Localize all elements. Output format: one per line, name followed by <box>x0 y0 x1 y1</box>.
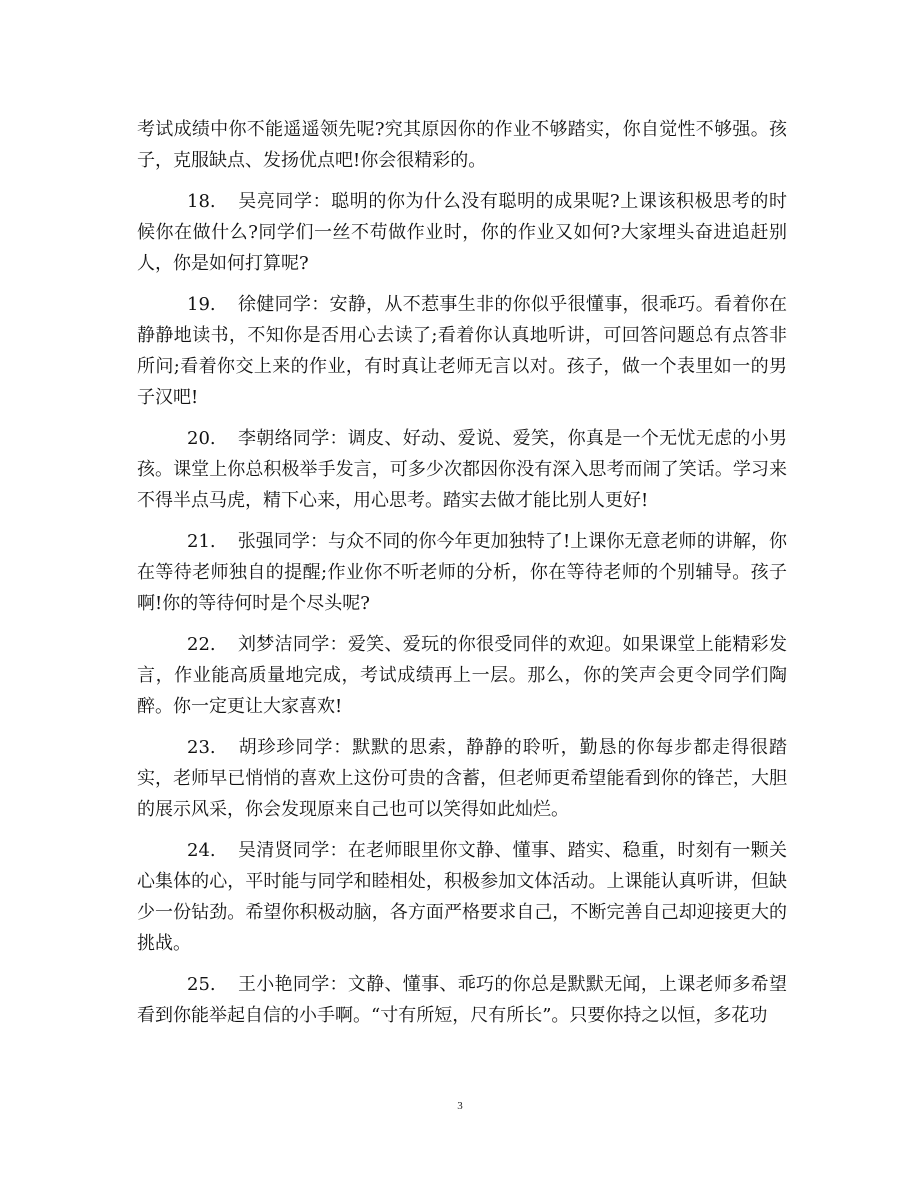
comment-entry-18 <box>137 186 787 279</box>
comment-entry-23 <box>137 732 787 825</box>
entry-number: 19. <box>187 294 216 315</box>
entry-text: 王小艳同学：文静、懂事、乖巧的你总是默默无闻，上课老师多希望看到你能举起自信的小手啊。“寸有所短，尺有所长”。只要你持之以恒，多花功 <box>137 974 787 1026</box>
comment-entry-25 <box>137 969 787 1031</box>
text-body <box>137 114 787 1041</box>
entry-text: 徐健同学：安静，从不惹事生非的你似乎很懂事，很乖巧。看着你在静静地读书，不知你是否用心去读了;看着你认真地听讲，可回答问题总有点答非所问;看着你交上来的作业，有时真让老师无言以对。孩子，做一个表里如一的男子汉吧! <box>137 294 787 408</box>
comment-entry-22 <box>137 629 787 722</box>
entry-number: 23. <box>187 737 216 758</box>
comment-entry-24 <box>137 835 787 959</box>
entry-number: 21. <box>187 531 216 552</box>
entry-text: 吴清贤同学：在老师眼里你文静、懂事、踏实、稳重，时刻有一颗关心集体的心，平时能与同学和睦相处，积极参加文体活动。上课能认真听讲，但缺少一份钻劲。希望你积极动脑，各方面严格要求自己，不断完善自己却迎接更大的挑战。 <box>137 840 787 954</box>
comment-entry-20 <box>137 423 787 516</box>
entry-text: 刘梦洁同学：爱笑、爱玩的你很受同伴的欢迎。如果课堂上能精彩发言，作业能高质量地完成，考试成绩再上一层。那么，你的笑声会更令同学们陶醉。你一定更让大家喜欢! <box>137 634 787 717</box>
entry-number: 18. <box>187 191 216 212</box>
comment-entry-21 <box>137 526 787 619</box>
entry-number: 25. <box>187 974 216 995</box>
entry-text: 吴亮同学：聪明的你为什么没有聪明的成果呢?上课该积极思考的时候你在做什么?同学们一丝不苟做作业时，你的作业又如何?大家埋头奋进追赶别人，你是如何打算呢? <box>137 191 787 274</box>
entry-number: 20. <box>187 428 216 449</box>
entry-number: 22. <box>187 634 216 655</box>
entry-number: 24. <box>187 840 216 861</box>
entry-text: 胡珍珍同学：默默的思索，静静的聆听，勤恳的你每步都走得很踏实，老师早已悄悄的喜欢上这份可贵的含蓄，但老师更希望能看到你的锋芒，大胆的展示风采，你会发现原来自己也可以笑得如此灿烂。 <box>137 737 787 820</box>
entry-text: 李朝络同学：调皮、好动、爱说、爱笑，你真是一个无忧无虑的小男孩。课堂上你总积极举手发言，可多少次都因你没有深入思考而闹了笑话。学习来不得半点马虎，精下心来，用心思考。踏实去做才能比别人更好! <box>137 428 787 511</box>
page-number: 3 <box>457 1100 463 1112</box>
entry-text: 张强同学：与众不同的你今年更加独特了!上课你无意老师的讲解，你在等待老师独自的提醒;作业你不听老师的分析，你在等待老师的个别辅导。孩子啊!你的等待何时是个尽头呢? <box>137 531 787 614</box>
continuation-paragraph: 考试成绩中你不能遥遥领先呢?究其原因你的作业不够踏实，你自觉性不够强。孩子，克服缺点、发扬优点吧!你会很精彩的。 <box>137 119 787 171</box>
comment-entry-19 <box>137 289 787 413</box>
